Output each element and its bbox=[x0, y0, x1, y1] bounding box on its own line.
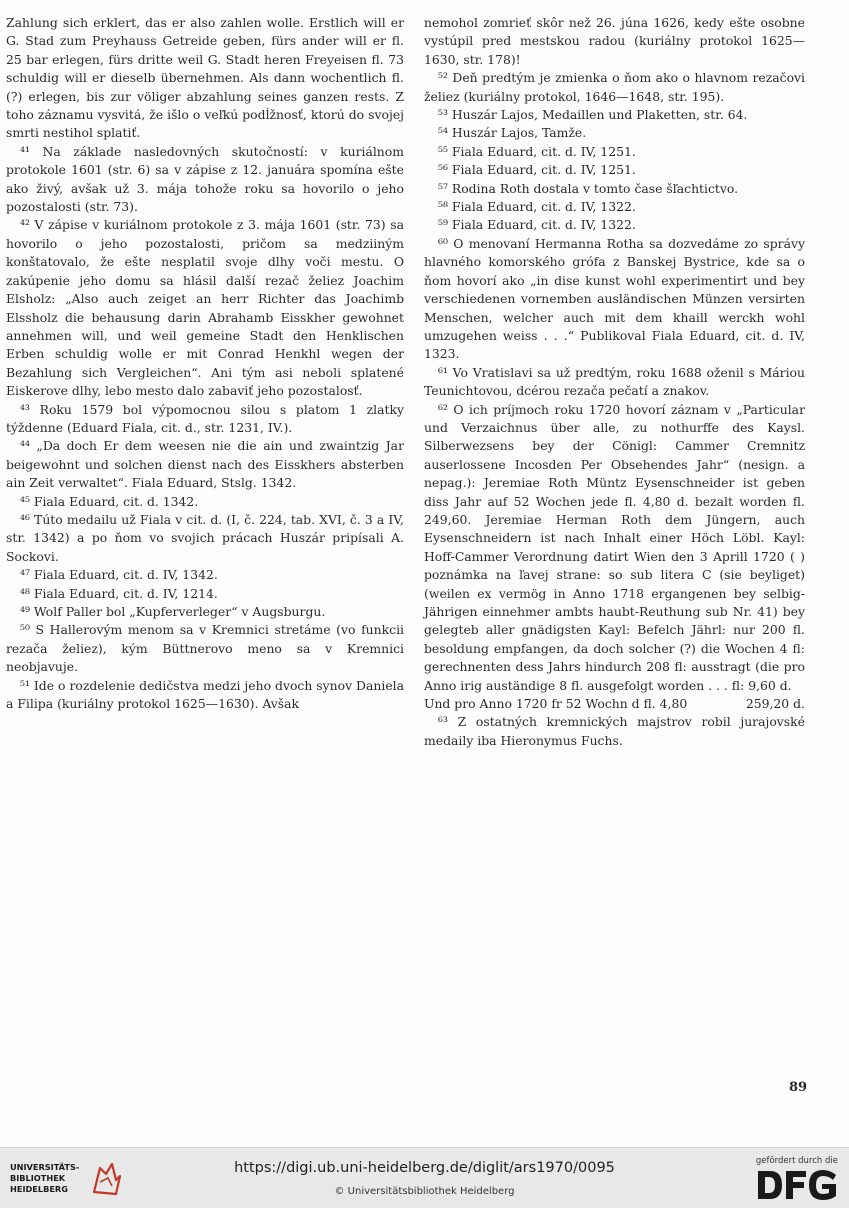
footnote-53: ⁵³ Huszár Lajos, Medaillen und Plaketten, str. 64. bbox=[438, 107, 748, 123]
footnote-45: ⁴⁵ Fiala Eduard, cit. d. 1342. bbox=[20, 493, 199, 509]
footnote-51-continuation: nemohol zomrieť skôr než 26. júna 1626, kedy ešte osobne vystúpil pred mestskou radou (kuriálny protokol 1625—1630, str. 178)! bbox=[424, 15, 805, 67]
amount-value: 259,20 d. bbox=[745, 696, 805, 712]
amount-line bbox=[424, 695, 805, 713]
footnote-61: ⁶¹ Vo Vratislavi sa už predtým, roku 1688 oženil s Máriou Teunichtovou, dcérou rezača pečatí a znakov. bbox=[424, 364, 805, 399]
left-column bbox=[6, 14, 404, 713]
footnote-47: ⁴⁷ Fiala Eduard, cit. d. IV, 1342. bbox=[20, 567, 218, 583]
footnote-48: ⁴⁸ Fiala Eduard, cit. d. IV, 1214. bbox=[20, 585, 218, 601]
footnote-41: ⁴¹ Na základe nasledovných skutočností: v kuriálnom protokole 1601 (str. 6) sa v zápise z 12. januára spomína ešte ako živý, avšak už 3. mája tohože roku sa hovorilo o jeho pozostalosti (str. 73). bbox=[6, 143, 404, 215]
funding-caption: gefördert durch die bbox=[755, 1156, 838, 1166]
footnote-54: ⁵⁴ Huszár Lajos, Tamže. bbox=[438, 125, 587, 141]
copyright-notice: © Universitätsbibliothek Heidelberg bbox=[334, 1186, 515, 1197]
footnote-60: ⁶⁰ O menovaní Hermanna Rotha sa dozvedáme zo správy hlavného komorského grófa z Banskej Bystrice, kde sa o ňom hovorí ako „in dise kunst wohl experimentirt und bey verschiedenen vornemben ausländischen Münzen versirten Menschen, welcher auch mit dem khaill werckh wohl umzugehen weiss . . .“ Publikoval Fiala Eduard, cit. d. IV, 1323. bbox=[424, 235, 805, 362]
footnote-55: ⁵⁵ Fiala Eduard, cit. d. IV, 1251. bbox=[438, 143, 636, 159]
footnote-59: ⁵⁹ Fiala Eduard, cit. d. IV, 1322. bbox=[438, 217, 636, 233]
footnote-44: ⁴⁴ „Da doch Er dem weesen nie die ain und zwaintzig Jar beigewohnt und solchen dienst nach des Eisskhers absterben ain Zeit verwaltet“. Fiala Eduard, Stslg. 1342. bbox=[6, 438, 404, 491]
footnote-42: ⁴² V zápise v kuriálnom protokole z 3. mája 1601 (str. 73) sa hovorilo o jeho pozostalosti, pričom sa medziiným konštatovalo, že ešte nesplatil svoje dlhy voči mestu. O zakúpenie jeho domu sa hlásil další rezač želiez Joachim Elsholz: „Also auch zeiget an herr Richter das Joachimb Elssholz die behausung darin Abrahamb Eisskher gewohnet annehmen will, und weil gemeine Stadt den Henklischen Erben schuldig wolle er mit Conrad Henkhl wegen der Bezahlung sich Vergleichen“. Ani tým asi neboli splatené Eiskerove dlhy, lebo mesto dalo zabaviť jeho pozostalosť. bbox=[6, 217, 404, 399]
footnote-43: ⁴³ Roku 1579 bol výpomocnou silou s platom 1 zlatky týždenne (Eduard Fiala, cit. d., str. 1231, IV.). bbox=[6, 401, 404, 435]
footnote-49: ⁴⁹ Wolf Paller bol „Kupferverleger“ v Augsburgu. bbox=[20, 604, 326, 619]
document-url-link[interactable]: https://digi.ub.uni-heidelberg.de/diglit/ars1970/0095 bbox=[234, 1160, 615, 1176]
footnote-62: ⁶² O ich príjmoch roku 1720 hovorí záznam v „Particular und Verzaichnus über alle, zu nothurffe des Kaysl. Silberwezsens bey der Cönigl: Cammer Cremnitz auserlossene Incosden Per Obsehendes Jahr“ (nesign. a nepag.): Jeremiae Roth Müntz Eysenschneider ist geben diss Jahr auf 52 Wochen jede fl. 4,80 d. bezalt worden fl. 249,60. Jeremiae Herman Roth dem Jüngern, auch Eysenschneidern ist nach Inhalt einer Höch Löbl. Kayl: Hoff-Cammer Verordnung datirt Wien den 3 Aprill 1720 ( ) poznámka na ľavej strane: so sub litera C (sie beyliget) (weilen ex vermög in Anno 1718 ergangenen bey selbig-Jährigen einnehmer ambts haubt-Reuthung sub Nr. 41) bey gelegteb aller gnädigsten Kayl: Befelch Jährl: nur 200 fl. besoldung empfangen, da doch solcher (?) die Wochen 4 fl: gerechnenten dess Jahrs hindurch 208 fl: ausstragt (die pro Anno irig auständige 8 fl. ausgefolgt worden . . . fl: 9,60 d. bbox=[424, 401, 805, 693]
right-column bbox=[424, 14, 805, 750]
footnote-50: ⁵⁰ S Hallerovým menom sa v Kremnici stretáme (vo funkcii rezača želiez), kým Büttnerovo meno sa v Kremnici neobjavuje. bbox=[6, 622, 404, 675]
footnote-56: ⁵⁶ Fiala Eduard, cit. d. IV, 1251. bbox=[438, 162, 636, 178]
page-number: 89 bbox=[789, 1080, 808, 1095]
dfg-funding-logo[interactable] bbox=[754, 1156, 838, 1204]
viewer-footer bbox=[0, 1147, 849, 1208]
footnote-57: ⁵⁷ Rodina Roth dostala v tomto čase šľachtictvo. bbox=[438, 180, 739, 196]
footnote-continuation: Zahlung sich erklert, das er also zahlen wolle. Erstlich will er G. Stad zum Preyhauss Getreide geben, fürs ander will er fl. 25 bar erlegen, fürs dritte weil G. Stadt heren Freyeisen fl. 73 schuldig will er dieselb übernehmen. Als dann wochentlich fl. (?) erlegen, bis zur völiger abzahlung seines ganzen rests. Z toho záznamu vysvitá, že išlo o veľkú podĺžnosť, ktorú do svojej smrti nestihol splatiť. bbox=[6, 15, 404, 141]
footnote-63: ⁶³ Z ostatných kremnických majstrov robil jurajovské medaily iba Hieronymus Fuchs. bbox=[424, 714, 805, 748]
amount-label: Und pro Anno 1720 fr 52 Wochn d fl. 4,80 bbox=[424, 696, 688, 712]
footnote-51: ⁵¹ Ide o rozdelenie dedičstva medzi jeho dvoch synov Daniela a Filipa (kuriálny protokol 1625—1630). Avšak bbox=[6, 677, 404, 712]
footnote-52: ⁵² Deň predtým je zmienka o ňom ako o hlavnom rezačovi želiez (kuriálny protokol, 1646—1648, str. 195). bbox=[424, 70, 805, 104]
dfg-logo-icon bbox=[756, 1169, 838, 1201]
footnote-46: ⁴⁶ Túto medailu už Fiala v cit. d. (I, č. 224, tab. XVI, č. 3 a IV, str. 1342) a po ňom vo svojich prácach Huszár pripísali A. Sockovi. bbox=[6, 511, 404, 564]
university-library-wordmark: UNIVERSITÄTS- BIBLIOTHEK HEIDELBERG bbox=[10, 1162, 80, 1194]
footnote-58: ⁵⁸ Fiala Eduard, cit. d. IV, 1322. bbox=[438, 199, 636, 215]
